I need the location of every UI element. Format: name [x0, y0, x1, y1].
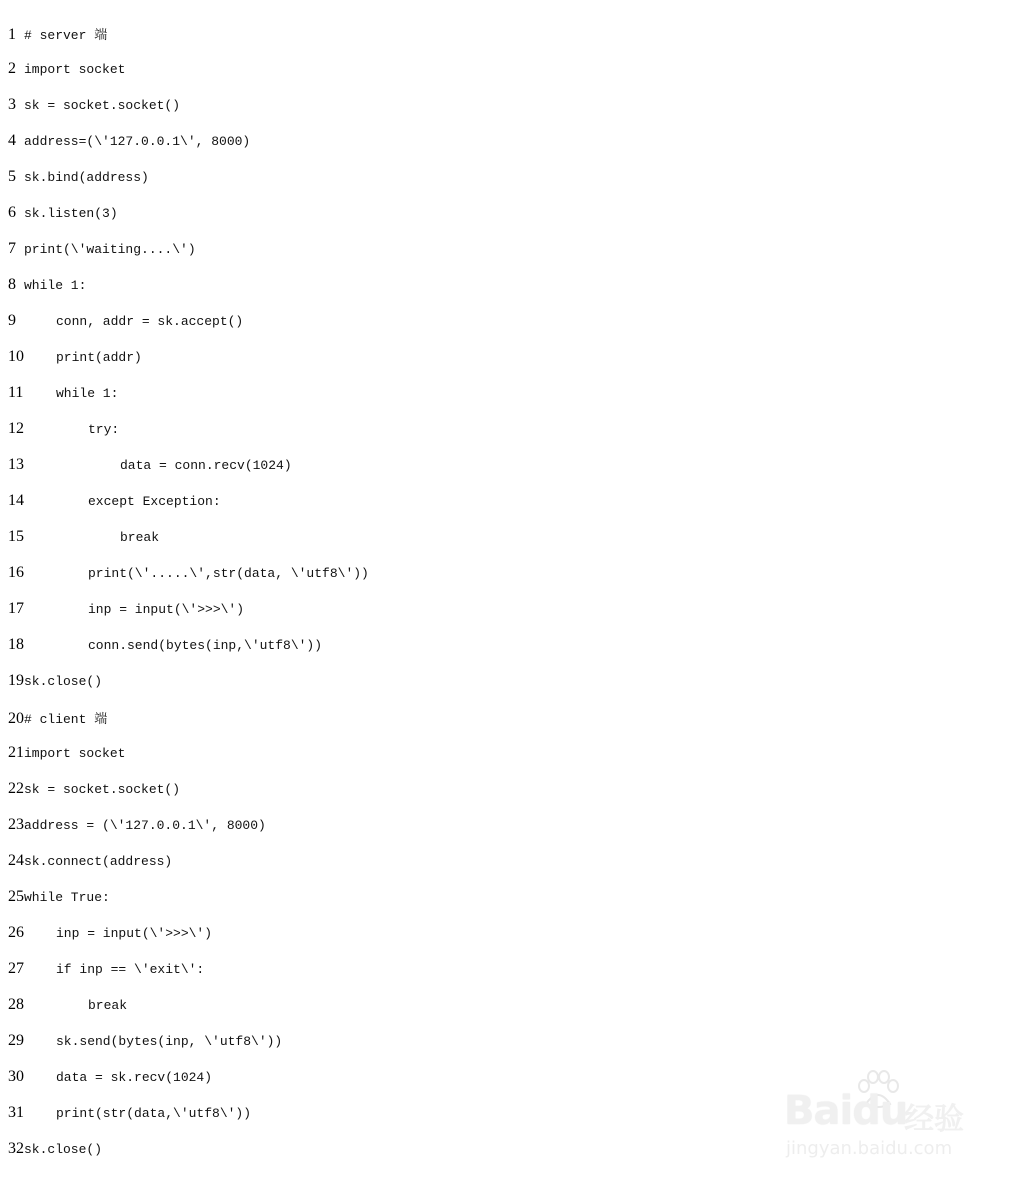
line-code: print(str(data,\'utf8\'))	[56, 1106, 252, 1121]
watermark-brand-cn: 经验	[904, 1102, 964, 1137]
line-number: 28	[8, 996, 24, 1013]
line-code: sk = socket.socket()	[24, 98, 181, 113]
line-number: 18	[8, 636, 24, 653]
line-code: # client 端	[24, 712, 108, 727]
code-line	[8, 240, 768, 276]
line-code: data = conn.recv(1024)	[120, 458, 292, 473]
code-line	[8, 276, 768, 312]
line-number: 22	[8, 780, 24, 797]
code-line	[8, 708, 768, 744]
line-code: sk.bind(address)	[24, 170, 149, 185]
code-line	[8, 852, 768, 888]
line-code: sk.connect(address)	[24, 854, 173, 869]
line-code: try:	[88, 422, 120, 437]
code-line	[8, 564, 768, 600]
line-number: 15	[8, 528, 24, 545]
line-number: 2	[8, 60, 16, 77]
code-line	[8, 420, 768, 456]
line-code: sk.listen(3)	[24, 206, 118, 221]
line-number: 4	[8, 132, 16, 149]
code-line	[8, 960, 768, 996]
code-line	[8, 96, 768, 132]
line-code: sk = socket.socket()	[24, 782, 181, 797]
line-number: 14	[8, 492, 24, 509]
line-code: sk.close()	[24, 674, 103, 689]
line-code: except Exception:	[88, 494, 221, 509]
code-listing	[8, 24, 768, 1176]
code-line	[8, 672, 768, 708]
line-number: 8	[8, 276, 16, 293]
line-code: while 1:	[56, 386, 119, 401]
code-line	[8, 1104, 768, 1140]
code-line	[8, 204, 768, 240]
code-line	[8, 1032, 768, 1068]
line-code: import socket	[24, 746, 126, 761]
line-code: conn, addr = sk.accept()	[56, 314, 244, 329]
watermark-url: jingyan.baidu.com	[786, 1138, 953, 1159]
code-line	[8, 816, 768, 852]
line-number: 5	[8, 168, 16, 185]
code-line	[8, 1140, 768, 1176]
line-number: 21	[8, 744, 24, 761]
line-code: sk.send(bytes(inp, \'utf8\'))	[56, 1034, 283, 1049]
code-line	[8, 168, 768, 204]
code-line	[8, 312, 768, 348]
line-number: 9	[8, 312, 16, 329]
line-number: 26	[8, 924, 24, 941]
code-line	[8, 384, 768, 420]
line-number: 17	[8, 600, 24, 617]
watermark-brand: Baidu	[784, 1088, 908, 1134]
line-code: data = sk.recv(1024)	[56, 1070, 213, 1085]
code-line	[8, 888, 768, 924]
code-line	[8, 456, 768, 492]
code-line	[8, 492, 768, 528]
line-number: 1	[8, 26, 16, 43]
line-number: 13	[8, 456, 24, 473]
code-line	[8, 600, 768, 636]
line-code: inp = input(\'>>>\')	[56, 926, 213, 941]
line-number: 23	[8, 816, 24, 833]
line-code: conn.send(bytes(inp,\'utf8\'))	[88, 638, 323, 653]
line-code: break	[120, 530, 160, 545]
line-number: 10	[8, 348, 24, 365]
code-line	[8, 528, 768, 564]
line-code: sk.close()	[24, 1142, 103, 1157]
code-line	[8, 996, 768, 1032]
line-code: print(\'.....\',str(data, \'utf8\'))	[88, 566, 369, 581]
line-code: break	[88, 998, 128, 1013]
code-line	[8, 1068, 768, 1104]
code-line	[8, 348, 768, 384]
line-number: 12	[8, 420, 24, 437]
code-line	[8, 132, 768, 168]
code-line	[8, 60, 768, 96]
code-line	[8, 636, 768, 672]
line-number: 7	[8, 240, 16, 257]
line-code: while 1:	[24, 278, 87, 293]
line-number: 19	[8, 672, 24, 689]
line-code: while True:	[24, 890, 110, 905]
line-code: address=(\'127.0.0.1\', 8000)	[24, 134, 251, 149]
line-number: 6	[8, 204, 16, 221]
line-number: 11	[8, 384, 24, 401]
line-code: inp = input(\'>>>\')	[88, 602, 245, 617]
baidu-jingyan-watermark	[784, 1070, 984, 1170]
line-number: 16	[8, 564, 24, 581]
code-line	[8, 24, 768, 60]
line-number: 32	[8, 1140, 24, 1157]
line-number: 29	[8, 1032, 24, 1049]
line-number: 24	[8, 852, 24, 869]
line-code: import socket	[24, 62, 126, 77]
line-code: print(addr)	[56, 350, 142, 365]
line-number: 30	[8, 1068, 24, 1085]
line-number: 31	[8, 1104, 24, 1121]
line-code: address = (\'127.0.0.1\', 8000)	[24, 818, 266, 833]
line-number: 25	[8, 888, 24, 905]
code-line	[8, 744, 768, 780]
line-number: 3	[8, 96, 16, 113]
code-line	[8, 924, 768, 960]
line-code: # server 端	[24, 28, 108, 43]
line-number: 27	[8, 960, 24, 977]
line-number: 20	[8, 710, 24, 727]
line-code: if inp == \'exit\':	[56, 962, 205, 977]
line-code: print(\'waiting....\')	[24, 242, 196, 257]
code-line	[8, 780, 768, 816]
